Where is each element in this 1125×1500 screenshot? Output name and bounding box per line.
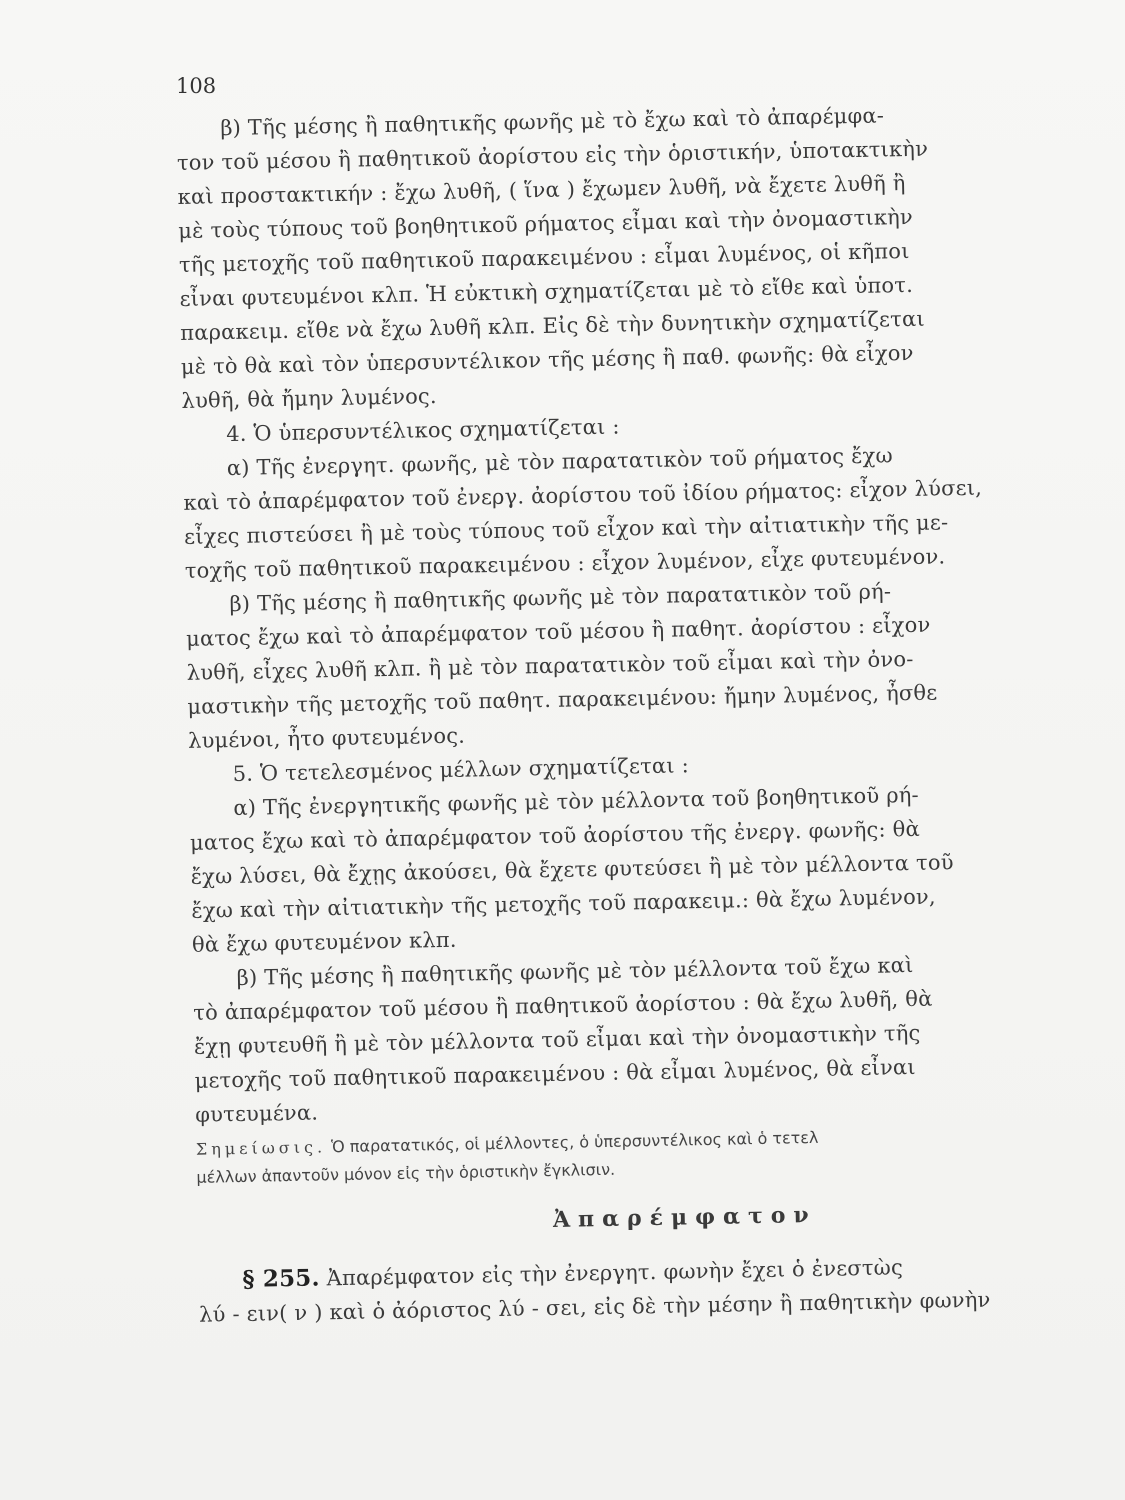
text-line-content: τὸ ἀπαρέμφατον τοῦ μέσου ἢ παθητικοῦ ἀορίστου : θὰ ἔχω λυθῆ, θὰ [193,986,933,1025]
text-line-content: τοχῆς τοῦ παθητικοῦ παρακειμένου : εἶχον λυμένον, εἶχε φυτευμένον. [184,544,946,583]
text-line-content: λυμένοι, ἦτο φυτευμένος. [187,723,466,753]
text-line-content: β) Τῆς μέσης ἢ παθητικῆς φωνῆς μὲ τὸ ἔχω καὶ τὸ ἀπαρέμφα- [220,103,885,141]
text-line-content: μὲ τοὺς τύπους τοῦ βοηθητικοῦ ρήματος εἶμαι καὶ τὴν ὀνομαστικὴν [178,204,914,243]
text-line-content: θὰ ἔχω φυτευμένον κλπ. [191,927,457,957]
text-block [176,96,1040,1132]
text-line-content: παρακειμ. εἴθε νὰ ἔχω λυθῆ κλπ. Εἰς δὲ τὴν δυνητικὴν σχηματίζεται [180,306,925,345]
note-label: Σημείωσις. [195,1137,327,1159]
text-line-content: β) Τῆς μέσης ἢ παθητικῆς φωνῆς μὲ τὸν μέλλοντα τοῦ ἔχω καὶ [236,953,914,990]
note-text-1: Ὁ παρατατικός, οἱ μέλλοντες, ὁ ὑπερσυντέλικος καὶ ὁ τετελ [330,1127,819,1157]
text-line-content: καὶ προστακτικήν : ἔχω λυθῆ, ( ἵνα ) ἔχωμεν λυθῆ, νὰ ἔχετε λυθῆ ἢ [177,171,906,209]
text-line-content: καὶ τὸ ἀπαρέμφατον τοῦ ἐνεργ. ἀορίστου τοῦ ἰδίου ρήματος: εἶχον λύσει, [183,475,983,515]
text-line-content: ἔχω καὶ τὴν αἰτιατικὴν τῆς μετοχῆς τοῦ παρακειμ.: θὰ ἔχω λυμένον, [191,884,936,923]
text-line-content: ἔχω λύσει, θὰ ἔχῃς ἀκούσει, θὰ ἔχετε φυτεύσει ἢ μὲ τὸν μέλλοντα τοῦ [190,850,954,889]
page-body [176,96,1044,1332]
text-line-content: μὲ τὸ θὰ καὶ τὸν ὑπερσυντέλικον τῆς μέσης ἢ παθ. φωνῆς: θὰ εἶχον [180,340,914,379]
section-number: § 255. [242,1264,320,1293]
text-line-content: μαστικὴν τῆς μετοχῆς τοῦ παθητ. παρακειμένου: ἤμην λυμένος, ἦσθε [187,680,938,719]
text-line-content: ματος ἔχω καὶ τὸ ἀπαρέμφατον τοῦ ἀορίστου τῆς ἐνεργ. φωνῆς: θὰ [189,816,921,855]
text-line-content: τῆς μετοχῆς τοῦ παθητικοῦ παρακειμένου : εἶμαι λυμένος, οἱ κῆποι [178,238,910,277]
text-line-content: α) Τῆς ἐνεργητ. φωνῆς, μὲ τὸν παρατατικὸν τοῦ ρήματος ἔχω [226,443,894,481]
text-line-content: τον τοῦ μέσου ἢ παθητικοῦ ἀορίστου εἰς τὴν ὁριστικήν, ὑποτακτικὴν [176,136,929,175]
section-heading: Ἀπαρέμφατον [552,1201,817,1233]
section-text-1: Ἀπαρέμφατον εἰς τὴν ἐνεργητ. φωνὴν ἔχει ὁ ἐνεστὼς [326,1255,904,1291]
text-line-content: εἶχες πιστεύσει ἢ μὲ τοὺς τύπους τοῦ εἶχον καὶ τὴν αἰτιατικὴν τῆς με- [183,510,949,549]
text-line-content: β) Τῆς μέσης ἢ παθητικῆς φωνῆς μὲ τὸν παρατατικὸν τοῦ ρή- [229,579,892,617]
text-line-content: ματος ἔχω καὶ τὸ ἀπαρέμφατον τοῦ μέσου ἢ παθητ. ἀορίστου : εἶχον [185,612,931,651]
text-line-content: μετοχῆς τοῦ παθητικοῦ παρακειμένου : θὰ εἶμαι λυμένος, θὰ εἶναι [194,1054,916,1093]
text-line-content: λυθῆ, θὰ ἤμην λυμένος. [181,384,437,413]
text-line-content: εἶναι φυτευμένοι κλπ. Ἡ εὐκτικὴ σχηματίζεται μὲ τὸ εἴθε καὶ ὑποτ. [179,272,914,311]
text-line-content: λυθῆ, εἶχες λυθῆ κλπ. ἢ μὲ τὸν παρατατικὸν τοῦ εἶμαι καὶ τὴν ὀνο- [186,646,914,685]
text-line-content: 4. Ὁ ὑπερσυντέλικος σχηματίζεται : [225,414,620,447]
text-line-content: φυτευμένα. [195,1100,319,1127]
text-line-content: ἔχῃ φυτευθῆ ἢ μὲ τὸν μέλλοντα τοῦ εἶμαι καὶ τὴν ὀνομαστικὴν τῆς [193,1020,921,1059]
page-number: 108 [176,74,217,98]
section-text-2: λύ - ειν( ν ) καὶ ὁ ἀόριστος λύ - σει, εἰς δὲ τὴν μέσην ἢ παθητικὴν φωνὴν [198,1287,991,1327]
note-text-2: μέλλων ἀπαντοῦν μόνον εἰς τὴν ὁριστικὴν ἔγκλισιν. [196,1159,616,1187]
text-line-content: 5. Ὁ τετελεσμένος μέλλων σχηματίζεται : [232,753,690,787]
text-line-content: α) Τῆς ἐνεργητικῆς φωνῆς μὲ τὸν μέλλοντα τοῦ βοηθητικοῦ ρή- [233,782,920,821]
